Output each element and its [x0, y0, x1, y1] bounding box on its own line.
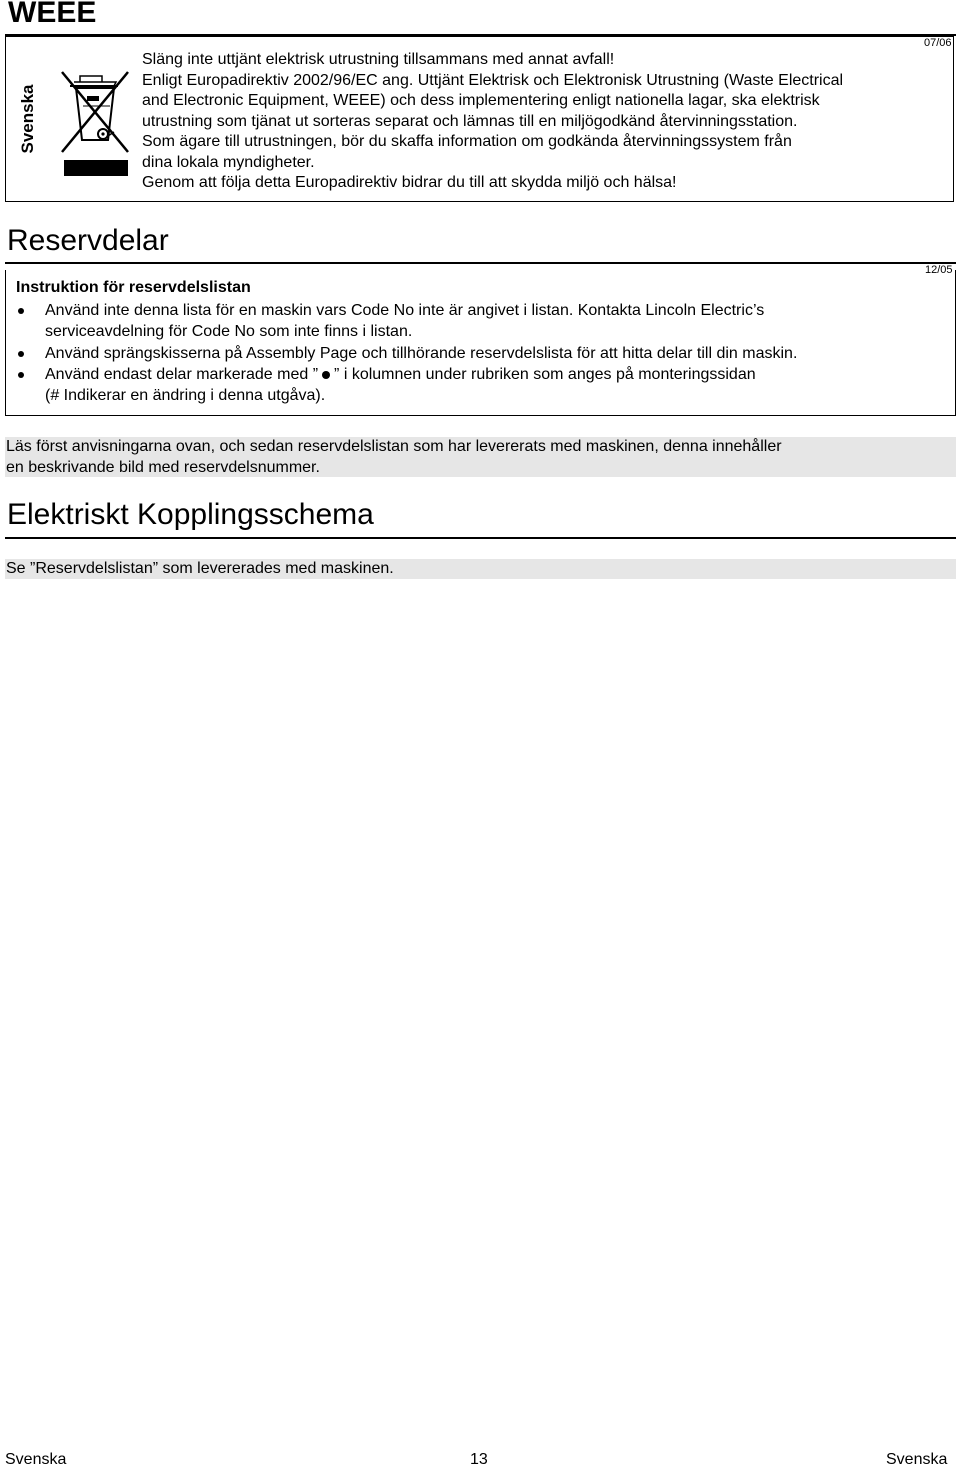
page-number: 13: [470, 1451, 488, 1468]
bullet-icon: [18, 372, 24, 378]
list-item-line: Använd inte denna lista för en maskin vars Code No inte är angivet i listan. Kontakta Lincoln Electric’s: [45, 302, 765, 319]
footer-language-left: Svenska: [5, 1451, 67, 1468]
crossed-out-wheelie-bin-icon: [56, 62, 136, 180]
list-item-text: Använd endast delar markerade med ”: [45, 366, 319, 383]
list-item-line: serviceavdelning för Code No som inte finns i listan.: [45, 323, 413, 340]
weee-line: and Electronic Equipment, WEEE) och dess implementering enligt nationella lagar, ska elektrisk: [142, 92, 820, 109]
list-item-line: [45, 364, 946, 385]
reservdelar-note-line: en beskrivande bild med reservdelsnummer.: [6, 458, 320, 476]
reservdelar-heading-rule: [5, 262, 956, 264]
list-item-line: Använd sprängskisserna på Assembly Page och tillhörande reservdelslista för att hitta delar till din maskin.: [45, 345, 798, 362]
schema-note-text: Se ”Reservdelslistan” som levererades med maskinen.: [6, 560, 394, 577]
language-tab: [9, 42, 47, 196]
reservdelar-note: [5, 437, 956, 477]
weee-line: Enligt Europadirektiv 2002/96/EC ang. Uttjänt Elektrisk och Elektronisk Utrustning (Waste Electrical: [142, 71, 844, 89]
footer-language-right: Svenska: [886, 1451, 948, 1468]
schema-note: [5, 559, 956, 579]
weee-line: Genom att följa detta Europadirektiv bidrar du till att skydda miljö och hälsa!: [142, 174, 677, 191]
weee-text: [142, 50, 942, 194]
list-item-line: (# Indikerar en ändring i denna utgåva).: [45, 387, 326, 404]
reservdelar-heading: Reservdelar: [7, 224, 169, 257]
marker-dot-icon: [322, 371, 330, 379]
weee-line: Som ägare till utrustningen, bör du skaffa information om godkända återvinningssystem från: [142, 133, 792, 150]
reservdelar-note-line: Läs först anvisningarna ovan, och sedan reservdelslistan som har levererats med maskinen, denna innehåller: [6, 438, 782, 455]
weee-line: Släng inte uttjänt elektrisk utrustning tillsammans med annat avfall!: [142, 51, 615, 68]
list-item: [16, 364, 946, 406]
bullet-icon: [18, 351, 24, 357]
weee-heading: WEEE: [8, 0, 97, 29]
weee-line: dina lokala myndigheter.: [142, 153, 315, 171]
language-tab-label: Svenska: [18, 84, 37, 154]
weee-line: utrustning som tjänat ut sorteras separat och lämnas till en miljögodkänd återvinningsstation.: [142, 112, 798, 130]
reservdelar-date: 12/05: [925, 264, 953, 276]
bullet-icon: [18, 308, 24, 314]
reservdelar-instructions: [16, 300, 946, 406]
schema-heading: Elektriskt Kopplingsschema: [7, 498, 374, 531]
schema-heading-rule: [5, 537, 956, 539]
reservdelar-subtitle: Instruktion för reservdelslistan: [16, 279, 251, 296]
weee-date: 07/06: [924, 37, 952, 49]
list-item: [16, 300, 946, 342]
list-item-text: ” i kolumnen under rubriken som anges på monteringssidan: [334, 366, 756, 383]
list-item: [16, 343, 946, 364]
